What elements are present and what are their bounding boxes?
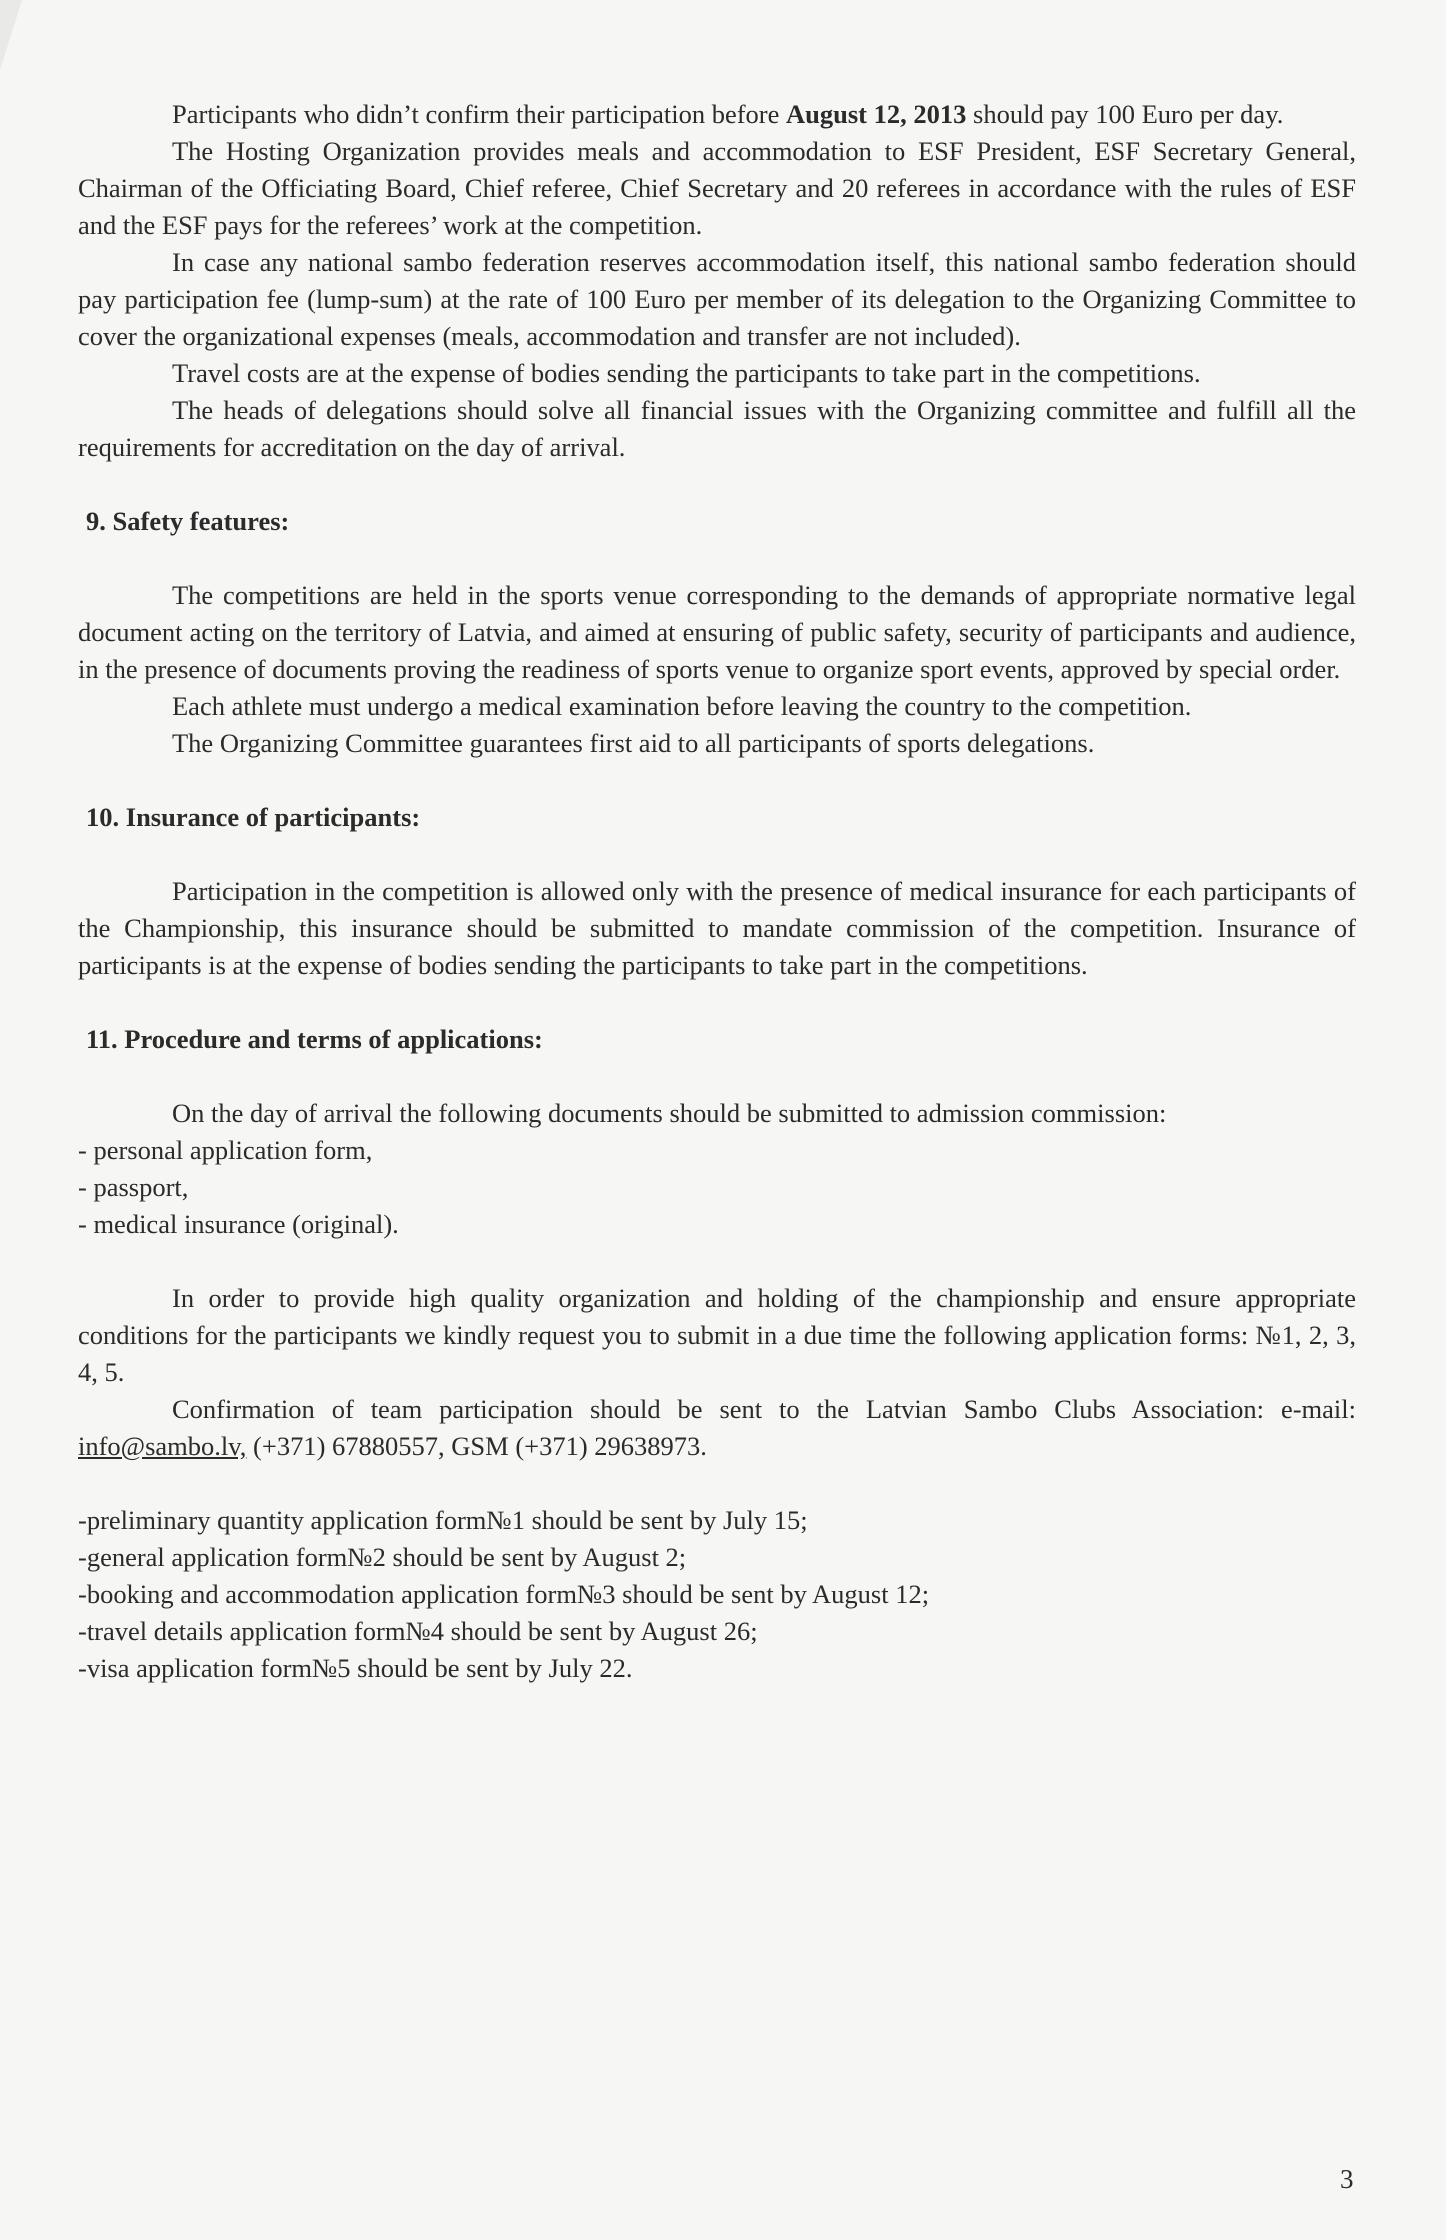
section-heading-safety: 9. Safety features: <box>86 506 290 536</box>
email-link[interactable]: info@sambo.lv, <box>78 1431 247 1461</box>
list-item: - medical insurance (original). <box>78 1209 399 1239</box>
list-item: - personal application form, <box>78 1135 373 1165</box>
paragraph-text: Confirmation of team participation should be sent to the Latvian Sambo Clubs Association: e-mail: <box>172 1394 1356 1424</box>
paragraph-heads-of-delegations: The heads of delegations should solve all financial issues with the Organizing committee and fulfill all the requirements for accreditation on the day of arrival. <box>78 395 1356 462</box>
paragraph-medical-examination: Each athlete must undergo a medical examination before leaving the country to the competition. <box>172 691 1192 721</box>
deadline-item: -travel details application form№4 should be sent by August 26; <box>78 1616 758 1646</box>
paragraph-insurance: Participation in the competition is allowed only with the presence of medical insurance for each participants of the Championship, this insurance should be submitted to mandate commission of the competition. Insurance of participants is at the expense of bodies sending the participants to take part in the competitions. <box>78 876 1356 980</box>
paragraph-documents-intro: On the day of arrival the following documents should be submitted to admission commission: <box>172 1098 1167 1128</box>
paragraph-late-confirmation <box>78 96 1356 133</box>
paragraph-text: (+371) 67880557, GSM (+371) 29638973. <box>246 1431 707 1461</box>
deadline-date: August 12, 2013 <box>786 99 967 129</box>
deadline-item: -general application form№2 should be sent by August 2; <box>78 1542 687 1572</box>
paragraph-first-aid: The Organizing Committee guarantees first aid to all participants of sports delegations. <box>172 728 1095 758</box>
paragraph-application-forms: In order to provide high quality organization and holding of the championship and ensure appropriate conditions for the participants we kindly request you to submit in a due time the following application forms: №1, 2, 3, 4, 5. <box>78 1283 1356 1387</box>
section-heading-applications: 11. Procedure and terms of applications: <box>86 1024 543 1054</box>
page-number: 3 <box>1340 2164 1354 2194</box>
paragraph-hosting-organization: The Hosting Organization provides meals and accommodation to ESF President, ESF Secretary General, Chairman of the Officiating Board, Chief referee, Chief Secretary and 20 referees in accordance with the rules of ESF and the ESF pays for the referees’ work at the competition. <box>78 136 1356 240</box>
paragraph-travel-costs: Travel costs are at the expense of bodies sending the participants to take part in the competitions. <box>172 358 1201 388</box>
deadline-item: -booking and accommodation application form№3 should be sent by August 12; <box>78 1579 930 1609</box>
section-heading-insurance: 10. Insurance of participants: <box>86 802 421 832</box>
paragraph-text: should pay 100 Euro per day. <box>966 99 1284 129</box>
deadline-item: -preliminary quantity application form№1 should be sent by July 15; <box>78 1505 808 1535</box>
scan-corner-shadow <box>0 0 22 70</box>
list-item: - passport, <box>78 1172 189 1202</box>
deadline-item: -visa application form№5 should be sent by July 22. <box>78 1653 633 1683</box>
document-body <box>78 96 1356 1687</box>
paragraph-text: Participants who didn’t confirm their participation before <box>172 99 786 129</box>
paragraph-sports-venue: The competitions are held in the sports venue corresponding to the demands of appropriate normative legal document acting on the territory of Latvia, and aimed at ensuring of public safety, security of participants and audience, in the presence of documents proving the readiness of sports venue to organize sport events, approved by special order. <box>78 580 1356 684</box>
paragraph-confirmation-contact <box>78 1391 1356 1465</box>
paragraph-participation-fee: In case any national sambo federation reserves accommodation itself, this national sambo federation should pay participation fee (lump-sum) at the rate of 100 Euro per member of its delegation to the Organizing Committee to cover the organizational expenses (meals, accommodation and transfer are not included). <box>78 247 1356 351</box>
